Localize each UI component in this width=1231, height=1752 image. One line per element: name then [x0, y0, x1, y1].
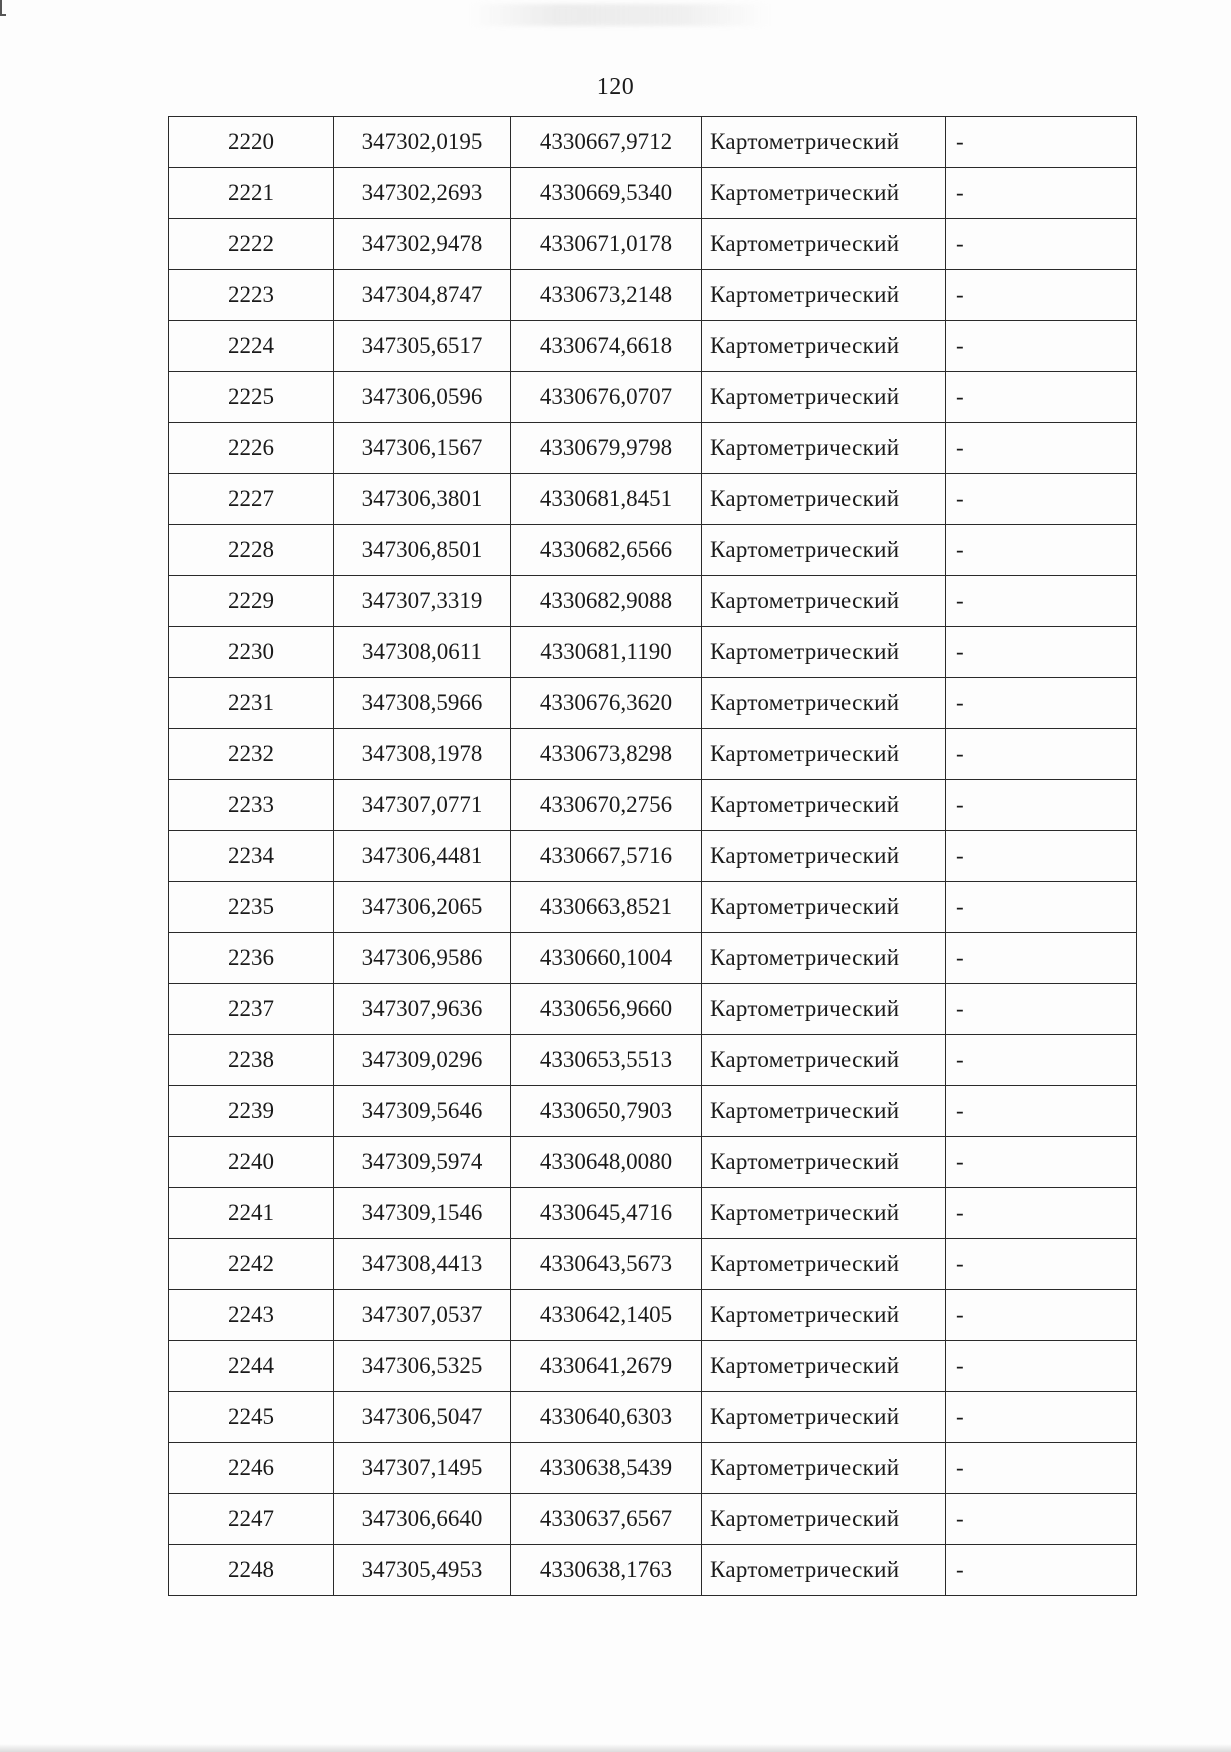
y-coordinate-cell: 4330667,9712 [511, 117, 702, 168]
table-row [169, 627, 1137, 678]
y-coordinate-cell: 4330676,0707 [511, 372, 702, 423]
y-coordinate-cell: 4330679,9798 [511, 423, 702, 474]
table-row [169, 525, 1137, 576]
x-coordinate-cell: 347306,3801 [334, 474, 511, 525]
x-coordinate-cell: 347305,6517 [334, 321, 511, 372]
point-number-cell: 2243 [169, 1290, 334, 1341]
method-cell: Картометрический [702, 933, 946, 984]
method-cell: Картометрический [702, 474, 946, 525]
note-cell: - [946, 1494, 1137, 1545]
method-cell: Картометрический [702, 1392, 946, 1443]
x-coordinate-cell: 347308,0611 [334, 627, 511, 678]
table-row [169, 168, 1137, 219]
method-cell: Картометрический [702, 1239, 946, 1290]
x-coordinate-cell: 347308,5966 [334, 678, 511, 729]
point-number-cell: 2242 [169, 1239, 334, 1290]
note-cell: - [946, 984, 1137, 1035]
y-coordinate-cell: 4330682,6566 [511, 525, 702, 576]
table-row [169, 729, 1137, 780]
point-number-cell: 2247 [169, 1494, 334, 1545]
note-cell: - [946, 882, 1137, 933]
point-number-cell: 2240 [169, 1137, 334, 1188]
table-row [169, 372, 1137, 423]
method-cell: Картометрический [702, 1545, 946, 1596]
x-coordinate-cell: 347309,0296 [334, 1035, 511, 1086]
method-cell: Картометрический [702, 882, 946, 933]
note-cell: - [946, 627, 1137, 678]
note-cell: - [946, 576, 1137, 627]
y-coordinate-cell: 4330650,7903 [511, 1086, 702, 1137]
point-number-cell: 2224 [169, 321, 334, 372]
y-coordinate-cell: 4330642,1405 [511, 1290, 702, 1341]
table-row [169, 117, 1137, 168]
note-cell: - [946, 1137, 1137, 1188]
note-cell: - [946, 831, 1137, 882]
x-coordinate-cell: 347307,3319 [334, 576, 511, 627]
x-coordinate-cell: 347306,9586 [334, 933, 511, 984]
point-number-cell: 2238 [169, 1035, 334, 1086]
y-coordinate-cell: 4330674,6618 [511, 321, 702, 372]
note-cell: - [946, 474, 1137, 525]
table-row [169, 1443, 1137, 1494]
table-row [169, 1188, 1137, 1239]
point-number-cell: 2221 [169, 168, 334, 219]
table-row [169, 474, 1137, 525]
y-coordinate-cell: 4330667,5716 [511, 831, 702, 882]
point-number-cell: 2248 [169, 1545, 334, 1596]
scan-bottom-edge [0, 1744, 1231, 1752]
method-cell: Картометрический [702, 1341, 946, 1392]
y-coordinate-cell: 4330638,1763 [511, 1545, 702, 1596]
method-cell: Картометрический [702, 627, 946, 678]
table-row [169, 576, 1137, 627]
point-number-cell: 2245 [169, 1392, 334, 1443]
method-cell: Картометрический [702, 729, 946, 780]
point-number-cell: 2223 [169, 270, 334, 321]
method-cell: Картометрический [702, 576, 946, 627]
point-number-cell: 2246 [169, 1443, 334, 1494]
point-number-cell: 2241 [169, 1188, 334, 1239]
note-cell: - [946, 270, 1137, 321]
point-number-cell: 2225 [169, 372, 334, 423]
note-cell: - [946, 1545, 1137, 1596]
note-cell: - [946, 729, 1137, 780]
x-coordinate-cell: 347307,0537 [334, 1290, 511, 1341]
scan-corner-mark [0, 0, 6, 16]
note-cell: - [946, 219, 1137, 270]
note-cell: - [946, 1290, 1137, 1341]
point-number-cell: 2233 [169, 780, 334, 831]
y-coordinate-cell: 4330670,2756 [511, 780, 702, 831]
y-coordinate-cell: 4330671,0178 [511, 219, 702, 270]
x-coordinate-cell: 347305,4953 [334, 1545, 511, 1596]
table-row [169, 1086, 1137, 1137]
x-coordinate-cell: 347306,6640 [334, 1494, 511, 1545]
method-cell: Картометрический [702, 372, 946, 423]
note-cell: - [946, 1086, 1137, 1137]
method-cell: Картометрический [702, 1290, 946, 1341]
x-coordinate-cell: 347306,5325 [334, 1341, 511, 1392]
table-row [169, 984, 1137, 1035]
coordinates-table-body [169, 117, 1137, 1596]
page-number: 120 [596, 74, 635, 100]
note-cell: - [946, 321, 1137, 372]
point-number-cell: 2230 [169, 627, 334, 678]
note-cell: - [946, 780, 1137, 831]
y-coordinate-cell: 4330643,5673 [511, 1239, 702, 1290]
table-row [169, 1239, 1137, 1290]
point-number-cell: 2234 [169, 831, 334, 882]
x-coordinate-cell: 347306,2065 [334, 882, 511, 933]
point-number-cell: 2226 [169, 423, 334, 474]
x-coordinate-cell: 347306,1567 [334, 423, 511, 474]
method-cell: Картометрический [702, 1494, 946, 1545]
note-cell: - [946, 1239, 1137, 1290]
y-coordinate-cell: 4330656,9660 [511, 984, 702, 1035]
y-coordinate-cell: 4330645,4716 [511, 1188, 702, 1239]
x-coordinate-cell: 347307,0771 [334, 780, 511, 831]
y-coordinate-cell: 4330669,5340 [511, 168, 702, 219]
x-coordinate-cell: 347306,5047 [334, 1392, 511, 1443]
point-number-cell: 2244 [169, 1341, 334, 1392]
y-coordinate-cell: 4330673,2148 [511, 270, 702, 321]
x-coordinate-cell: 347304,8747 [334, 270, 511, 321]
method-cell: Картометрический [702, 219, 946, 270]
y-coordinate-cell: 4330676,3620 [511, 678, 702, 729]
method-cell: Картометрический [702, 1086, 946, 1137]
scan-artifact [470, 4, 770, 26]
note-cell: - [946, 678, 1137, 729]
point-number-cell: 2227 [169, 474, 334, 525]
note-cell: - [946, 525, 1137, 576]
y-coordinate-cell: 4330648,0080 [511, 1137, 702, 1188]
x-coordinate-cell: 347302,0195 [334, 117, 511, 168]
table-row [169, 1137, 1137, 1188]
point-number-cell: 2232 [169, 729, 334, 780]
method-cell: Картометрический [702, 423, 946, 474]
table-row [169, 933, 1137, 984]
point-number-cell: 2222 [169, 219, 334, 270]
method-cell: Картометрический [702, 678, 946, 729]
note-cell: - [946, 372, 1137, 423]
x-coordinate-cell: 347309,5646 [334, 1086, 511, 1137]
point-number-cell: 2220 [169, 117, 334, 168]
y-coordinate-cell: 4330653,5513 [511, 1035, 702, 1086]
x-coordinate-cell: 347309,5974 [334, 1137, 511, 1188]
method-cell: Картометрический [702, 168, 946, 219]
table-row [169, 423, 1137, 474]
point-number-cell: 2237 [169, 984, 334, 1035]
x-coordinate-cell: 347307,9636 [334, 984, 511, 1035]
note-cell: - [946, 117, 1137, 168]
x-coordinate-cell: 347308,1978 [334, 729, 511, 780]
x-coordinate-cell: 347302,2693 [334, 168, 511, 219]
note-cell: - [946, 1341, 1137, 1392]
point-number-cell: 2235 [169, 882, 334, 933]
note-cell: - [946, 933, 1137, 984]
point-number-cell: 2229 [169, 576, 334, 627]
note-cell: - [946, 1392, 1137, 1443]
x-coordinate-cell: 347308,4413 [334, 1239, 511, 1290]
x-coordinate-cell: 347306,8501 [334, 525, 511, 576]
method-cell: Картометрический [702, 321, 946, 372]
method-cell: Картометрический [702, 1035, 946, 1086]
x-coordinate-cell: 347307,1495 [334, 1443, 511, 1494]
method-cell: Картометрический [702, 780, 946, 831]
y-coordinate-cell: 4330637,6567 [511, 1494, 702, 1545]
y-coordinate-cell: 4330682,9088 [511, 576, 702, 627]
table-row [169, 321, 1137, 372]
y-coordinate-cell: 4330641,2679 [511, 1341, 702, 1392]
note-cell: - [946, 1188, 1137, 1239]
method-cell: Картометрический [702, 1137, 946, 1188]
point-number-cell: 2228 [169, 525, 334, 576]
table-row [169, 1545, 1137, 1596]
method-cell: Картометрический [702, 1188, 946, 1239]
table-row [169, 219, 1137, 270]
x-coordinate-cell: 347302,9478 [334, 219, 511, 270]
point-number-cell: 2239 [169, 1086, 334, 1137]
x-coordinate-cell: 347309,1546 [334, 1188, 511, 1239]
table-row [169, 1392, 1137, 1443]
y-coordinate-cell: 4330673,8298 [511, 729, 702, 780]
note-cell: - [946, 1443, 1137, 1494]
y-coordinate-cell: 4330663,8521 [511, 882, 702, 933]
table-row [169, 270, 1137, 321]
table-row [169, 1341, 1137, 1392]
method-cell: Картометрический [702, 270, 946, 321]
method-cell: Картометрический [702, 117, 946, 168]
x-coordinate-cell: 347306,4481 [334, 831, 511, 882]
table-row [169, 882, 1137, 933]
note-cell: - [946, 1035, 1137, 1086]
note-cell: - [946, 168, 1137, 219]
table-row [169, 1290, 1137, 1341]
point-number-cell: 2231 [169, 678, 334, 729]
method-cell: Картометрический [702, 831, 946, 882]
table-row [169, 831, 1137, 882]
table-row [169, 780, 1137, 831]
y-coordinate-cell: 4330640,6303 [511, 1392, 702, 1443]
x-coordinate-cell: 347306,0596 [334, 372, 511, 423]
method-cell: Картометрический [702, 525, 946, 576]
coordinates-table [168, 116, 1137, 1596]
y-coordinate-cell: 4330638,5439 [511, 1443, 702, 1494]
y-coordinate-cell: 4330681,8451 [511, 474, 702, 525]
table-row [169, 1035, 1137, 1086]
y-coordinate-cell: 4330681,1190 [511, 627, 702, 678]
note-cell: - [946, 423, 1137, 474]
method-cell: Картометрический [702, 1443, 946, 1494]
table-row [169, 1494, 1137, 1545]
y-coordinate-cell: 4330660,1004 [511, 933, 702, 984]
method-cell: Картометрический [702, 984, 946, 1035]
table-row [169, 678, 1137, 729]
point-number-cell: 2236 [169, 933, 334, 984]
